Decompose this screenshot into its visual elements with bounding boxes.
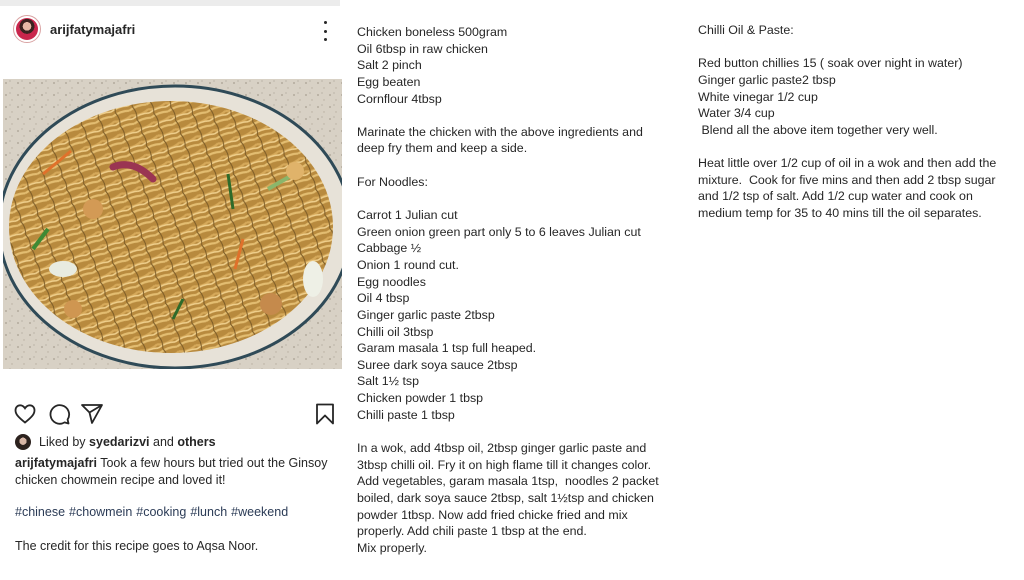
avatar-image <box>16 18 38 40</box>
ingredient-line: Water 3/4 cup <box>698 106 775 121</box>
instruction-line: Mix properly. <box>357 540 427 555</box>
instagram-post <box>0 0 345 580</box>
ingredient-line: Ginger garlic paste2 tbsp <box>698 72 836 87</box>
ingredient-line: Chilli oil 3tbsp <box>357 324 434 339</box>
instruction-line: powder 1tbsp. Now add fried chicke fried and mix <box>357 507 628 522</box>
ingredient-line: Chicken boneless 500gram <box>357 25 508 39</box>
instruction-line: boiled, dark soya sauce 2tbsp, salt 1½tsp and chicken <box>357 490 654 505</box>
ingredient-line: Egg noodles <box>357 274 426 289</box>
more-options-button[interactable] <box>318 21 332 41</box>
ingredient-line: Onion 1 round cut. <box>357 257 459 272</box>
more-dot <box>324 30 327 33</box>
liker-avatar[interactable] <box>15 434 31 450</box>
instruction-line: mixture. Cook for five mins and then add 2 tbsp sugar <box>698 172 996 187</box>
ingredient-line: Salt 2 pinch <box>357 58 422 73</box>
instruction-line: Heat little over 1/2 cup of oil in a wok and then add the <box>698 156 997 171</box>
instruction-line: 3tbsp chilli oil. Fry it on high flame till it changes color. <box>357 457 652 472</box>
avatar[interactable] <box>13 15 41 43</box>
post-action-bar <box>0 400 345 428</box>
instruction-line: Marinate the chicken with the above ingredients and <box>357 124 643 139</box>
ingredient-line: Suree dark soya sauce 2tbsp <box>357 357 518 372</box>
ingredient-line: Salt 1½ tsp <box>357 374 419 389</box>
paper-plane-icon[interactable] <box>80 402 104 426</box>
recipe-chilli-oil-column <box>698 22 1018 222</box>
ingredient-line: Red button chillies 15 ( soak over night in water) <box>698 56 963 71</box>
hashtag-cooking[interactable]: #cooking <box>136 505 187 519</box>
recipe-main-column <box>357 24 667 557</box>
ingredient-line: Oil 6tbsp in raw chicken <box>357 41 488 56</box>
hashtag-chinese[interactable]: #chinese <box>15 505 66 519</box>
chowmein-photo <box>3 79 342 369</box>
ingredient-line: Ginger garlic paste 2tbsp <box>357 307 495 322</box>
section-heading-chilli-oil: Chilli Oil & Paste: <box>698 23 794 37</box>
more-vertical-icon <box>324 21 327 24</box>
hashtag-list <box>15 505 292 519</box>
spacer-line <box>698 39 1018 56</box>
instruction-line: Add vegetables, garam masala 1tsp, noodles 2 packet <box>357 474 659 489</box>
ingredient-line: White vinegar 1/2 cup <box>698 89 818 104</box>
ingredient-line: Carrot 1 Julian cut <box>357 208 458 223</box>
recipe-credit: The credit for this recipe goes to Aqsa Noor. <box>15 539 259 553</box>
instruction-line: properly. Add chili paste 1 tbsp at the end. <box>357 524 587 539</box>
caption-author[interactable]: arijfatymajafri <box>15 456 97 470</box>
ingredient-line: Cornflour 4tbsp <box>357 91 442 106</box>
more-dot <box>324 38 327 41</box>
instruction-line: and 1/2 tsp of salt. Add 1/2 cup water and cook on <box>698 189 973 204</box>
instruction-line: medium temp for 35 to 40 mins till the oil separates. <box>698 206 982 221</box>
ingredient-line: Oil 4 tbsp <box>357 291 410 306</box>
spacer-line <box>357 157 667 174</box>
spacer-line <box>698 138 1018 155</box>
post-username[interactable]: arijfatymajafri <box>50 22 136 37</box>
ingredient-line: Egg beaten <box>357 74 421 89</box>
ingredient-line: Chilli paste 1 tbsp <box>357 407 455 422</box>
post-caption <box>15 455 335 489</box>
ingredient-line: Green onion green part only 5 to 6 leaves Julian cut <box>357 224 641 239</box>
ingredient-line: Garam masala 1 tsp full heaped. <box>357 341 537 356</box>
spacer-line <box>357 107 667 124</box>
hashtag-weekend[interactable]: #weekend <box>231 505 289 519</box>
likes-summary <box>15 434 216 450</box>
spacer-line <box>357 423 667 440</box>
likes-connector: and <box>153 435 174 449</box>
liker-username[interactable]: syedarizvi <box>89 435 150 449</box>
section-heading-noodles: For Noodles: <box>357 174 428 189</box>
hashtag-lunch[interactable]: #lunch <box>190 505 228 519</box>
post-header <box>0 12 340 50</box>
spacer-line <box>357 190 667 207</box>
heart-icon[interactable] <box>13 402 37 426</box>
bookmark-icon[interactable] <box>313 402 337 426</box>
hashtag-chowmein[interactable]: #chowmein <box>69 505 133 519</box>
instruction-line: In a wok, add 4tbsp oil, 2tbsp ginger garlic paste and <box>357 441 647 456</box>
instruction-line: deep fry them and keep a side. <box>357 141 528 156</box>
instruction-line: Blend all the above item together very well. <box>698 122 938 137</box>
likes-others-link[interactable]: others <box>177 435 216 449</box>
likes-prefix: Liked by <box>39 435 86 449</box>
ingredient-line: Chicken powder 1 tbsp <box>357 391 484 406</box>
top-strip <box>0 0 340 6</box>
post-photo[interactable] <box>3 79 342 369</box>
comment-icon[interactable] <box>47 402 71 426</box>
ingredient-line: Cabbage ½ <box>357 241 422 256</box>
caption-text: Took a few hours but tried out the Ginsoy chicken chowmein recipe and loved it! <box>15 456 328 487</box>
